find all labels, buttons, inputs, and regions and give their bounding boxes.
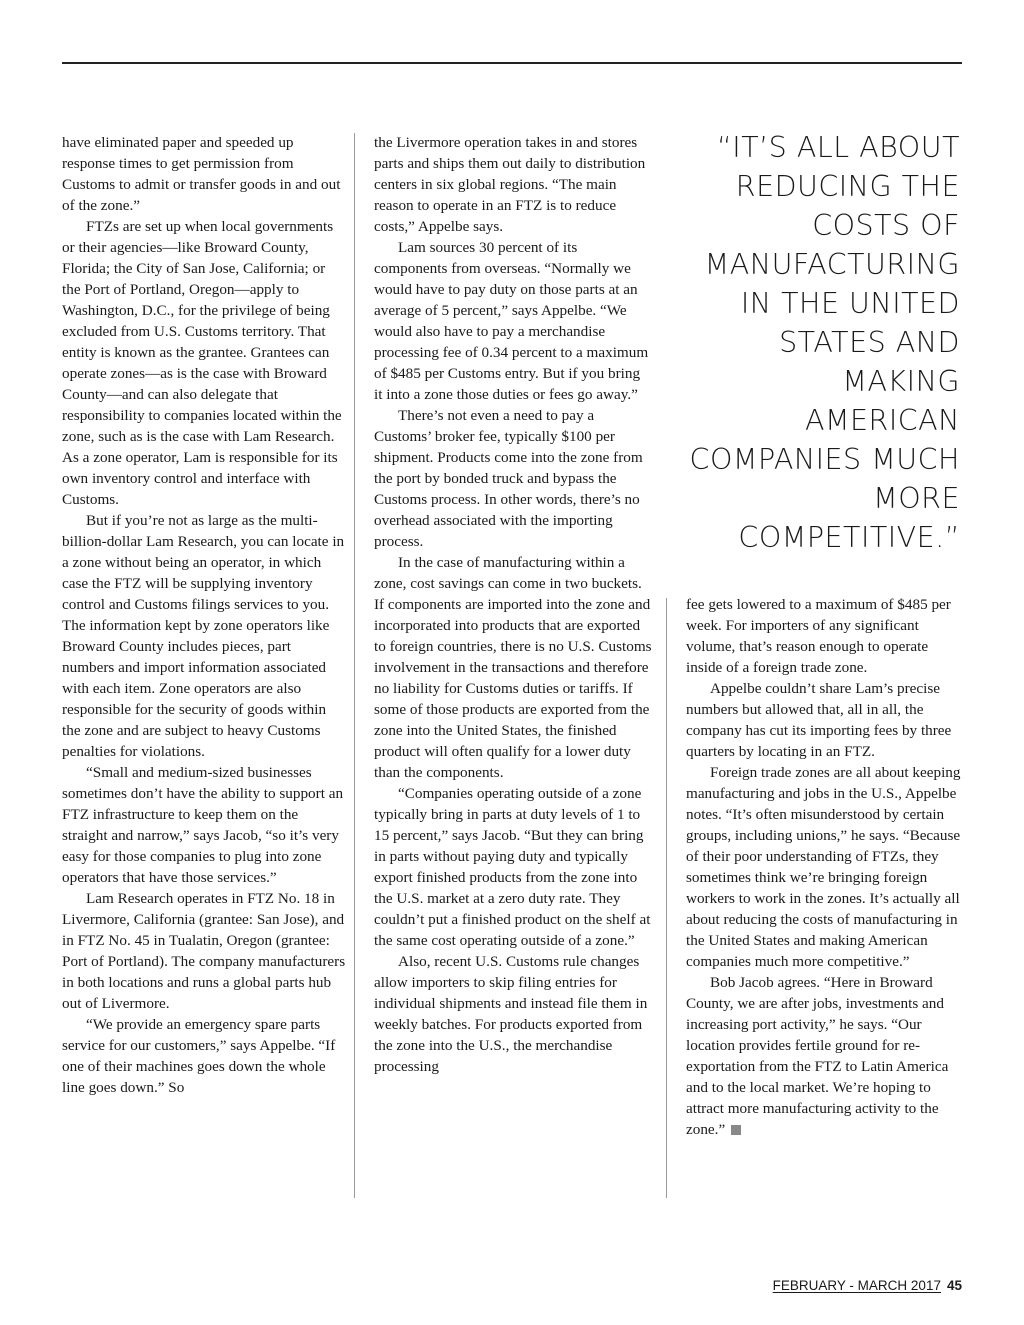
article-column-3 [686,594,962,1140]
paragraph-text: Bob Jacob agrees. “Here in Broward County, we are after jobs, investments and increasing port activity,” he says. “Our location provides fertile ground for re-exportation from the FTZ to Latin America and to the local market. We’re hoping to attract more manufacturing activity to the zone.” [686,974,949,1138]
pull-quote-line: COMPETITIVE.” [738,521,960,554]
pull-quote-line: REDUCING THE [735,170,960,203]
paragraph: have eliminated paper and speeded up response times to get permission from Customs to admit or transfer goods in and out of the zone.” [62,134,341,214]
paragraph: But if you’re not as large as the multi-billion-dollar Lam Research, you can locate in a zone without being an operator, in which case the FTZ will be supplying inventory control and Customs filings services to you. The information kept by zone operators like Broward County includes pieces, part numbers and import information associated with each item. Zone operators are also responsible for the security of goods within the zone and are subject to heavy Customs penalties for violations. [62,512,345,760]
article-column-2 [374,132,652,1077]
paragraph: There’s not even a need to pay a Customs’ broker fee, typically $100 per shipment. Products come into the zone from the port by bonded truck and bypass the Customs process. In other words, there’s no overhead associated with the importing process. [374,407,643,550]
paragraph: fee gets lowered to a maximum of $485 per week. For importers of any significant volume, that’s reason enough to operate inside of a foreign trade zone. [686,596,951,676]
top-rule [62,62,962,64]
pull-quote-line: COSTS OF [812,209,960,242]
pull-quote-line: MANUFACTURING [704,248,960,281]
paragraph: Appelbe couldn’t share Lam’s precise numbers but allowed that, all in all, the company has cut its importing fees by three quarters by locating in an FTZ. [686,680,952,760]
end-of-article-mark-icon [731,1125,741,1135]
page-number: 45 [946,1278,962,1293]
pull-quote-line: MORE [873,482,960,515]
paragraph: the Livermore operation takes in and stores parts and ships them out daily to distribution centers in six global regions. “The main reason to operate in an FTZ is to reduce costs,” Appelbe says. [374,134,646,235]
pull-quote-line: COMPANIES MUCH [689,443,960,476]
pull-quote [676,128,960,557]
paragraph: FTZs are set up when local governments or their agencies—like Broward County, Florida; the City of San Jose, California; or the Port of Portland, Oregon—apply to Washington, D.C., for the privilege of being excluded from U.S. Customs territory. That entity is known as the grantee. Grantees can operate zones—as is the case with Broward County—and can also delegate that responsibility to companies located within the zone, such as is the case with Lam Research. As a zone operator, Lam is responsible for its own inventory control and interface with Customs. [62,218,342,508]
pull-quote-line: AMERICAN [804,404,960,437]
paragraph [686,972,962,1140]
issue-date: FEBRUARY - MARCH 2017 [772,1278,941,1293]
paragraph: “Small and medium-sized businesses sometimes don’t have the ability to support an FTZ infrastructure to keep them on the straight and narrow,” says Jacob, “so it’s very easy for those companies to plug into zone operators that have those services.” [62,764,344,886]
paragraph: “We provide an emergency spare parts service for our customers,” says Appelbe. “If one of their machines goes down the whole line goes down.” So [62,1016,336,1096]
article-column-1 [62,132,347,1098]
pull-quote-line: STATES AND [779,326,960,359]
pull-quote-line: MAKING [842,365,960,398]
column-divider [354,133,355,1198]
paragraph: Foreign trade zones are all about keeping manufacturing and jobs in the U.S., Appelbe notes. “It’s often misunderstood by certain groups, including unions,” he says. “Because of their poor understanding of FTZs, they sometimes think we’re bringing foreign workers to work in the zones. It’s actually all about reducing the costs of manufacturing in the United States and making American companies much more competitive.” [686,764,961,970]
paragraph: Also, recent U.S. Customs rule changes allow importers to skip filing entries for individual shipments and instead file them in weekly batches. For products exported from the zone into the U.S., the merchandise processing [374,953,648,1075]
page-footer [700,1278,962,1293]
pull-quote-line: IN THE UNITED [740,287,960,320]
pull-quote-line: “IT’S ALL ABOUT [717,131,960,164]
column-divider [666,598,667,1198]
paragraph: Lam sources 30 percent of its components from overseas. “Normally we would have to pay duty on those parts at an average of 5 percent,” says Appelbe. “We would also have to pay a merchandise processing fee of 0.34 percent to a maximum of $485 per Customs entry. But if you bring it into a zone those duties or fees go away.” [374,239,649,403]
paragraph: Lam Research operates in FTZ No. 18 in Livermore, California (grantee: San Jose), and in FTZ No. 45 in Tualatin, Oregon (grantee: Port of Portland). The company manufacturers in both locations and runs a global parts hub out of Livermore. [62,890,346,1012]
paragraph: In the case of manufacturing within a zone, cost savings can come in two buckets. If components are imported into the zone and incorporated into products that are exported to foreign countries, there is no U.S. Customs involvement in the transactions and therefore no liability for Customs duties or tariffs. If some of those products are exported from the zone into the United States, the finished product will often qualify for a lower duty than the components. [374,554,652,781]
paragraph: “Companies operating outside of a zone typically bring in parts at duty levels of 1 to 15 percent,” says Jacob. “But they can bring in parts without paying duty and typically export finished products from the zone into the U.S. market at a zero duty rate. They couldn’t put a finished product on the shelf at the same cost operating outside of a zone.” [374,785,651,949]
